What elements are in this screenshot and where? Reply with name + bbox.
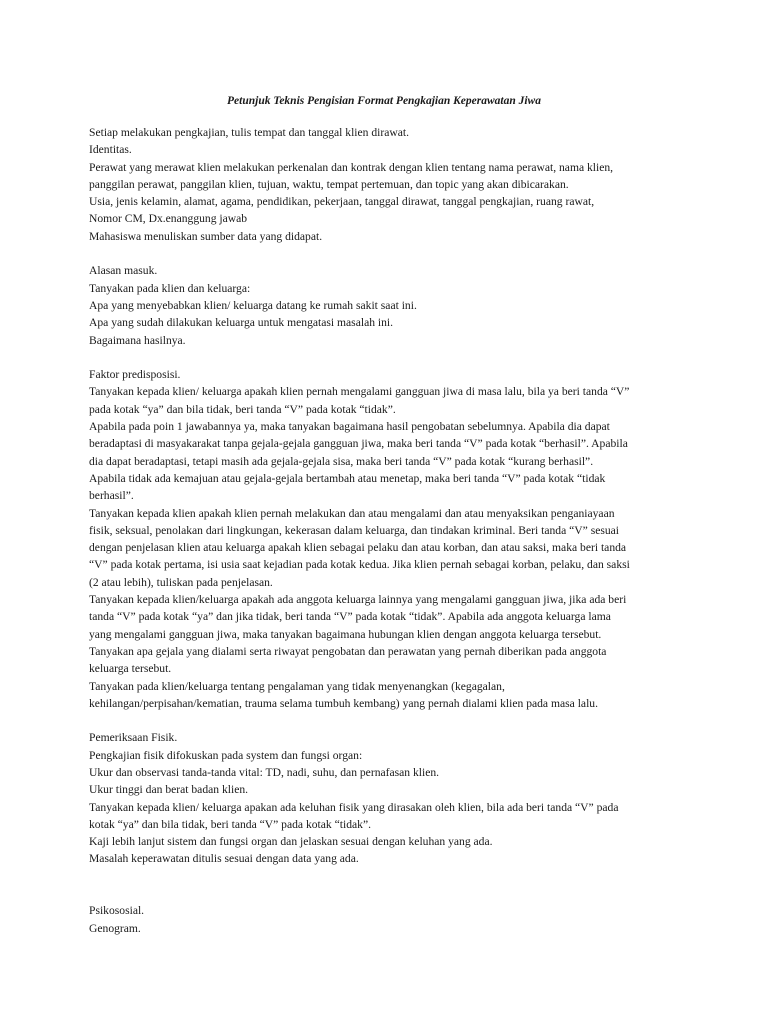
text-line: Tanyakan apa gejala yang dialami serta riwayat pengobatan dan perawatan yang pernah diberikan pada anggota: [89, 644, 607, 658]
text-line: dia dapat beradaptasi, tetapi masih ada gejala-gejala sisa, maka beri tanda “V” pada kotak “kurang berhasil”.: [89, 454, 594, 468]
text-line: Faktor predisposisi.: [89, 368, 181, 382]
text-line: Ukur tinggi dan berat badan klien.: [89, 783, 249, 797]
blank-line: [89, 868, 689, 885]
text-line: Genogram.: [89, 921, 141, 935]
text-line: Tanyakan pada klien dan keluarga:: [89, 281, 251, 295]
blank-line: [89, 885, 689, 902]
text-line: Pemeriksaan Fisik.: [89, 731, 178, 745]
text-line: Usia, jenis kelamin, alamat, agama, pendidikan, pekerjaan, tanggal dirawat, tanggal pengkajian, ruang rawat,: [89, 195, 595, 209]
blank-line: [89, 349, 689, 366]
text-line: berhasil”.: [89, 489, 134, 503]
blank-line: [89, 712, 689, 729]
text-line: dengan penjelasan klien atau keluarga apakah klien sebagai pelaku dan atau korban, dan atau saksi, maka beri tanda: [89, 541, 627, 555]
text-line: Apa yang menyebabkan klien/ keluarga datang ke rumah sakit saat ini.: [89, 298, 417, 312]
text-line: Setiap melakukan pengkajian, tulis tempat dan tanggal klien dirawat.: [89, 126, 410, 139]
text-line: pada kotak “ya” dan bila tidak, beri tanda “V” pada kotak “tidak”.: [89, 402, 396, 416]
text-line: tanda “V” pada kotak “ya” dan jika tidak, beri tanda “V” pada kotak “tidak”. Apabila ada anggota keluarga lama: [89, 610, 611, 624]
text-line: Perawat yang merawat klien melakukan perkenalan dan kontrak dengan klien tentang nama perawat, nama klien,: [89, 160, 614, 174]
text-line: fisik, seksual, penolakan dari lingkungan, kekerasan dalam keluarga, dan tindakan kriminal. Beri tanda “V” sesuai: [89, 523, 620, 537]
text-line: Ukur dan observasi tanda-tanda vital: TD, nadi, suhu, dan pernafasan klien.: [89, 765, 440, 779]
text-line: (2 atau lebih), tuliskan pada penjelasan.: [89, 575, 273, 589]
text-line: Tanyakan kepada klien/ keluarga apakan ada keluhan fisik yang dirasakan oleh klien, bila ada beri tanda “V” pada: [89, 800, 619, 814]
text-line: Alasan masuk.: [89, 264, 158, 278]
text-line: “V” pada kotak pertama, isi usia saat kejadian pada kotak kedua. Jika klien pernah sebagai korban, pelaku, dan saksi: [89, 558, 630, 572]
text-line: kotak “ya” dan bila tidak, beri tanda “V” pada kotak “tidak”.: [89, 817, 371, 831]
text-line: Kaji lebih lanjut sistem dan fungsi organ dan jelaskan sesuai dengan keluhan yang ada.: [89, 835, 493, 849]
text-line: Tanyakan pada klien/keluarga tentang pengalaman yang tidak menyenangkan (kegagalan,: [89, 679, 505, 693]
text-line: Bagaimana hasilnya.: [89, 333, 186, 347]
text-line: Tanyakan kepada klien/keluarga apakah ada anggota keluarga lainnya yang mengalami gangguan jiwa, jika ada beri: [89, 593, 627, 607]
text-line: Mahasiswa menuliskan sumber data yang didapat.: [89, 229, 323, 243]
document-title: Petunjuk Teknis Pengisian Format Pengkajian Keperawatan Jiwa: [227, 95, 541, 107]
text-line: Tanyakan kepada klien/ keluarga apakah klien pernah mengalami gangguan jiwa di masa lalu, bila ya beri tanda “V”: [89, 385, 630, 399]
blank-line: [89, 245, 689, 262]
text-line: Tanyakan kepada klien apakah klien pernah melakukan dan atau mengalami dan atau menyaksikan penganiayaan: [89, 506, 615, 520]
text-line: Apabila tidak ada kemajuan atau gejala-gejala bertambah atau menetap, maka beri tanda “V” pada kotak “tidak: [89, 471, 606, 485]
text-line: beradaptasi di masyakarakat tanpa gejala-gejala gangguan jiwa, maka beri tanda “V” pada kotak “berhasil”. Apabila: [89, 437, 628, 451]
text-line: Identitas.: [89, 143, 132, 157]
text-line: kehilangan/perpisahan/kematian, trauma selama tumbuh kembang) yang pernah dialami klien pada masa lalu.: [89, 696, 598, 710]
text-line: panggilan perawat, panggilan klien, tujuan, waktu, tempat pertemuan, dan topic yang akan dibicarakan.: [89, 177, 569, 191]
text-line: Psikososial.: [89, 904, 145, 918]
text-line: yang mengalami gangguan jiwa, maka tanyakan bagaimana hubungan klien dengan anggota keluarga tersebut.: [89, 627, 602, 641]
text-line: Masalah keperawatan ditulis sesuai dengan data yang ada.: [89, 852, 359, 866]
text-line: Pengkajian fisik difokuskan pada system dan fungsi organ:: [89, 748, 363, 762]
text-line: Nomor CM, Dx.enanggung jawab: [89, 212, 248, 226]
text-line: keluarga tersebut.: [89, 662, 172, 676]
text-line: Apabila pada poin 1 jawabannya ya, maka tanyakan bagaimana hasil pengobatan sebelumnya. Apabila dia dapat: [89, 420, 610, 434]
text-line: Apa yang sudah dilakukan keluarga untuk mengatasi masalah ini.: [89, 316, 394, 330]
document-body: [89, 124, 689, 937]
